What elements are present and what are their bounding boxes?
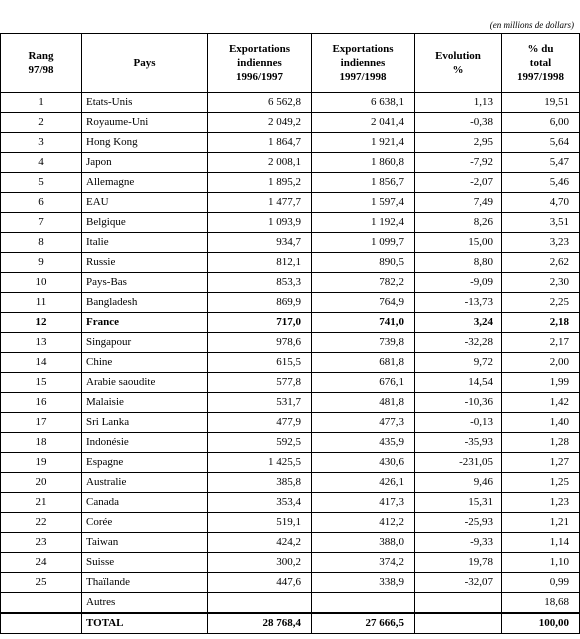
cell-country: Indonésie — [82, 433, 208, 453]
cell-share: 1,27 — [502, 453, 580, 473]
table-row — [1, 273, 580, 293]
cell-exports-1997-1998: 426,1 — [312, 473, 415, 493]
cell-exports-1997-1998: 890,5 — [312, 253, 415, 273]
cell-exports-1997-1998: 782,2 — [312, 273, 415, 293]
cell-evolution: 15,00 — [415, 233, 502, 253]
cell-exports-1996-1997: 978,6 — [208, 333, 312, 353]
cell-exports-1996-1997: 477,9 — [208, 413, 312, 433]
cell-exports-1997-1998: 417,3 — [312, 493, 415, 513]
cell-exports-1997-1998: 1 860,8 — [312, 153, 415, 173]
cell-rank: 12 — [1, 313, 82, 333]
cell-country: Bangladesh — [82, 293, 208, 313]
cell-evolution: 15,31 — [415, 493, 502, 513]
cell-share: 1,28 — [502, 433, 580, 453]
cell-share: 1,23 — [502, 493, 580, 513]
cell-exports-1997-1998: 430,6 — [312, 453, 415, 473]
table-row — [1, 333, 580, 353]
cell-share: 2,18 — [502, 313, 580, 333]
cell-exports-1997-1998: 741,0 — [312, 313, 415, 333]
cell-share: 1,42 — [502, 393, 580, 413]
cell-rank: 19 — [1, 453, 82, 473]
table-row — [1, 353, 580, 373]
cell-rank: 16 — [1, 393, 82, 413]
cell-exports-1997-1998: 2 041,4 — [312, 113, 415, 133]
cell-evolution: 3,24 — [415, 313, 502, 333]
cell-share: 1,40 — [502, 413, 580, 433]
cell-rank: 15 — [1, 373, 82, 393]
cell-exports-1997-1998: 1 597,4 — [312, 193, 415, 213]
cell-exports-1996-1997: 2 049,2 — [208, 113, 312, 133]
total-row — [1, 613, 580, 634]
header-rank: Rang 97/98 — [1, 34, 82, 93]
cell-country: Sri Lanka — [82, 413, 208, 433]
table-row — [1, 233, 580, 253]
cell-country: Taiwan — [82, 533, 208, 553]
cell-evolution: -35,93 — [415, 433, 502, 453]
cell-share: 1,21 — [502, 513, 580, 533]
cell-share: 18,68 — [502, 593, 580, 614]
cell-rank: 13 — [1, 333, 82, 353]
cell-exports-1997-1998: 388,0 — [312, 533, 415, 553]
cell-share: 5,47 — [502, 153, 580, 173]
cell-country: Malaisie — [82, 393, 208, 413]
table-row — [1, 593, 580, 614]
cell-exports-1997-1998: 374,2 — [312, 553, 415, 573]
cell-exports-1997-1998: 412,2 — [312, 513, 415, 533]
cell-evolution: -2,07 — [415, 173, 502, 193]
cell-evolution: 2,95 — [415, 133, 502, 153]
cell-country: Etats-Unis — [82, 93, 208, 113]
cell-exports-1996-1997: 1 477,7 — [208, 193, 312, 213]
cell-rank: 7 — [1, 213, 82, 233]
header-row — [1, 34, 580, 93]
cell-rank: 8 — [1, 233, 82, 253]
cell-exports-1996-1997: 717,0 — [208, 313, 312, 333]
cell-evolution: 8,26 — [415, 213, 502, 233]
cell-exports-1997-1998: 1 099,7 — [312, 233, 415, 253]
cell-share: 2,62 — [502, 253, 580, 273]
table-row — [1, 213, 580, 233]
cell-exports-1997-1998: 481,8 — [312, 393, 415, 413]
cell-exports-1997-1998: 435,9 — [312, 433, 415, 453]
cell-exports-1997-1998: 1 921,4 — [312, 133, 415, 153]
cell-exports-1996-1997: 853,3 — [208, 273, 312, 293]
cell-country: Suisse — [82, 553, 208, 573]
table-row — [1, 93, 580, 113]
cell-exports-1996-1997: 934,7 — [208, 233, 312, 253]
cell-rank: 2 — [1, 113, 82, 133]
cell-exports-1996-1997: 6 562,8 — [208, 93, 312, 113]
cell-rank: 14 — [1, 353, 82, 373]
cell-evolution: -25,93 — [415, 513, 502, 533]
cell-evolution: -231,05 — [415, 453, 502, 473]
cell-rank: 9 — [1, 253, 82, 273]
cell-share: 2,00 — [502, 353, 580, 373]
cell-exports-1996-1997: 2 008,1 — [208, 153, 312, 173]
cell-evolution: 1,13 — [415, 93, 502, 113]
cell-evolution: -9,09 — [415, 273, 502, 293]
table-row — [1, 573, 580, 593]
cell-exports-1997-1998: 477,3 — [312, 413, 415, 433]
cell-share: 3,23 — [502, 233, 580, 253]
cell-country: Italie — [82, 233, 208, 253]
cell-exports-1997-1998: 1 856,7 — [312, 173, 415, 193]
cell-exports-1997-1998: 6 638,1 — [312, 93, 415, 113]
exports-table — [0, 33, 580, 634]
cell-rank: 4 — [1, 153, 82, 173]
cell-exports-1996-1997: 353,4 — [208, 493, 312, 513]
cell-evolution: -7,92 — [415, 153, 502, 173]
header-share: % du total 1997/1998 — [502, 34, 580, 93]
cell-rank: 6 — [1, 193, 82, 213]
cell-share: 4,70 — [502, 193, 580, 213]
table-body — [1, 93, 580, 634]
cell-rank: 17 — [1, 413, 82, 433]
cell-exports-1996-1997: 385,8 — [208, 473, 312, 493]
cell-country: Arabie saoudite — [82, 373, 208, 393]
cell-evolution: -0,13 — [415, 413, 502, 433]
cell-country: Canada — [82, 493, 208, 513]
cell-country: France — [82, 313, 208, 333]
cell-exports-1996-1997: 28 768,4 — [208, 613, 312, 634]
cell-rank — [1, 593, 82, 614]
header-exports-1996-1997: Exportations indiennes 1996/1997 — [208, 34, 312, 93]
cell-evolution: -10,36 — [415, 393, 502, 413]
cell-country: Pays-Bas — [82, 273, 208, 293]
cell-evolution: 14,54 — [415, 373, 502, 393]
cell-evolution — [415, 613, 502, 634]
cell-rank: 20 — [1, 473, 82, 493]
cell-rank: 21 — [1, 493, 82, 513]
cell-share: 100,00 — [502, 613, 580, 634]
cell-evolution: -0,38 — [415, 113, 502, 133]
cell-exports-1997-1998 — [312, 593, 415, 614]
cell-rank: 3 — [1, 133, 82, 153]
cell-exports-1996-1997: 869,9 — [208, 293, 312, 313]
cell-country: Autres — [82, 593, 208, 614]
cell-rank: 1 — [1, 93, 82, 113]
cell-exports-1996-1997: 1 895,2 — [208, 173, 312, 193]
cell-country: Chine — [82, 353, 208, 373]
cell-rank: 18 — [1, 433, 82, 453]
cell-exports-1996-1997: 519,1 — [208, 513, 312, 533]
header-country: Pays — [82, 34, 208, 93]
table-row — [1, 153, 580, 173]
cell-exports-1996-1997: 592,5 — [208, 433, 312, 453]
table-row — [1, 453, 580, 473]
cell-exports-1997-1998: 27 666,5 — [312, 613, 415, 634]
cell-share: 2,30 — [502, 273, 580, 293]
header-evolution: Evolution % — [415, 34, 502, 93]
cell-evolution: 8,80 — [415, 253, 502, 273]
cell-exports-1996-1997: 812,1 — [208, 253, 312, 273]
cell-country: Thaïlande — [82, 573, 208, 593]
table-row — [1, 413, 580, 433]
cell-country: Corée — [82, 513, 208, 533]
cell-country: TOTAL — [82, 613, 208, 634]
table-row — [1, 313, 580, 333]
cell-exports-1996-1997: 1 093,9 — [208, 213, 312, 233]
cell-share: 5,64 — [502, 133, 580, 153]
table-row — [1, 533, 580, 553]
cell-exports-1996-1997: 300,2 — [208, 553, 312, 573]
cell-country: Belgique — [82, 213, 208, 233]
cell-country: Australie — [82, 473, 208, 493]
table-row — [1, 293, 580, 313]
cell-evolution: -32,28 — [415, 333, 502, 353]
table-row — [1, 553, 580, 573]
cell-exports-1996-1997 — [208, 593, 312, 614]
cell-evolution — [415, 593, 502, 614]
table-row — [1, 133, 580, 153]
cell-share: 3,51 — [502, 213, 580, 233]
cell-rank: 5 — [1, 173, 82, 193]
cell-rank: 22 — [1, 513, 82, 533]
cell-exports-1996-1997: 424,2 — [208, 533, 312, 553]
cell-evolution: -9,33 — [415, 533, 502, 553]
cell-exports-1997-1998: 338,9 — [312, 573, 415, 593]
cell-country: Royaume-Uni — [82, 113, 208, 133]
cell-share: 1,99 — [502, 373, 580, 393]
table-row — [1, 513, 580, 533]
table-row — [1, 173, 580, 193]
cell-exports-1997-1998: 1 192,4 — [312, 213, 415, 233]
cell-exports-1996-1997: 577,8 — [208, 373, 312, 393]
table-row — [1, 493, 580, 513]
cell-rank: 23 — [1, 533, 82, 553]
cell-country: Japon — [82, 153, 208, 173]
cell-country: Espagne — [82, 453, 208, 473]
cell-evolution: 9,72 — [415, 353, 502, 373]
cell-country: EAU — [82, 193, 208, 213]
table-row — [1, 373, 580, 393]
cell-share: 1,14 — [502, 533, 580, 553]
cell-country: Hong Kong — [82, 133, 208, 153]
header-exports-1997-1998: Exportations indiennes 1997/1998 — [312, 34, 415, 93]
table-row — [1, 113, 580, 133]
cell-exports-1997-1998: 676,1 — [312, 373, 415, 393]
cell-exports-1996-1997: 531,7 — [208, 393, 312, 413]
cell-country: Singapour — [82, 333, 208, 353]
cell-rank: 11 — [1, 293, 82, 313]
cell-exports-1996-1997: 1 864,7 — [208, 133, 312, 153]
table-row — [1, 253, 580, 273]
cell-rank: 25 — [1, 573, 82, 593]
cell-rank: 10 — [1, 273, 82, 293]
cell-country: Allemagne — [82, 173, 208, 193]
cell-exports-1996-1997: 615,5 — [208, 353, 312, 373]
table-row — [1, 393, 580, 413]
cell-rank — [1, 613, 82, 634]
cell-share: 0,99 — [502, 573, 580, 593]
cell-exports-1997-1998: 764,9 — [312, 293, 415, 313]
units-note: (en millions de dollars) — [489, 20, 574, 30]
table-row — [1, 433, 580, 453]
cell-exports-1996-1997: 1 425,5 — [208, 453, 312, 473]
cell-country: Russie — [82, 253, 208, 273]
cell-share: 5,46 — [502, 173, 580, 193]
cell-exports-1997-1998: 681,8 — [312, 353, 415, 373]
table-row — [1, 193, 580, 213]
cell-share: 1,25 — [502, 473, 580, 493]
cell-evolution: -32,07 — [415, 573, 502, 593]
table-row — [1, 473, 580, 493]
cell-evolution: 19,78 — [415, 553, 502, 573]
cell-evolution: 9,46 — [415, 473, 502, 493]
cell-evolution: -13,73 — [415, 293, 502, 313]
cell-exports-1997-1998: 739,8 — [312, 333, 415, 353]
cell-evolution: 7,49 — [415, 193, 502, 213]
cell-rank: 24 — [1, 553, 82, 573]
cell-share: 2,25 — [502, 293, 580, 313]
cell-exports-1996-1997: 447,6 — [208, 573, 312, 593]
cell-share: 1,10 — [502, 553, 580, 573]
cell-share: 2,17 — [502, 333, 580, 353]
cell-share: 19,51 — [502, 93, 580, 113]
cell-share: 6,00 — [502, 113, 580, 133]
